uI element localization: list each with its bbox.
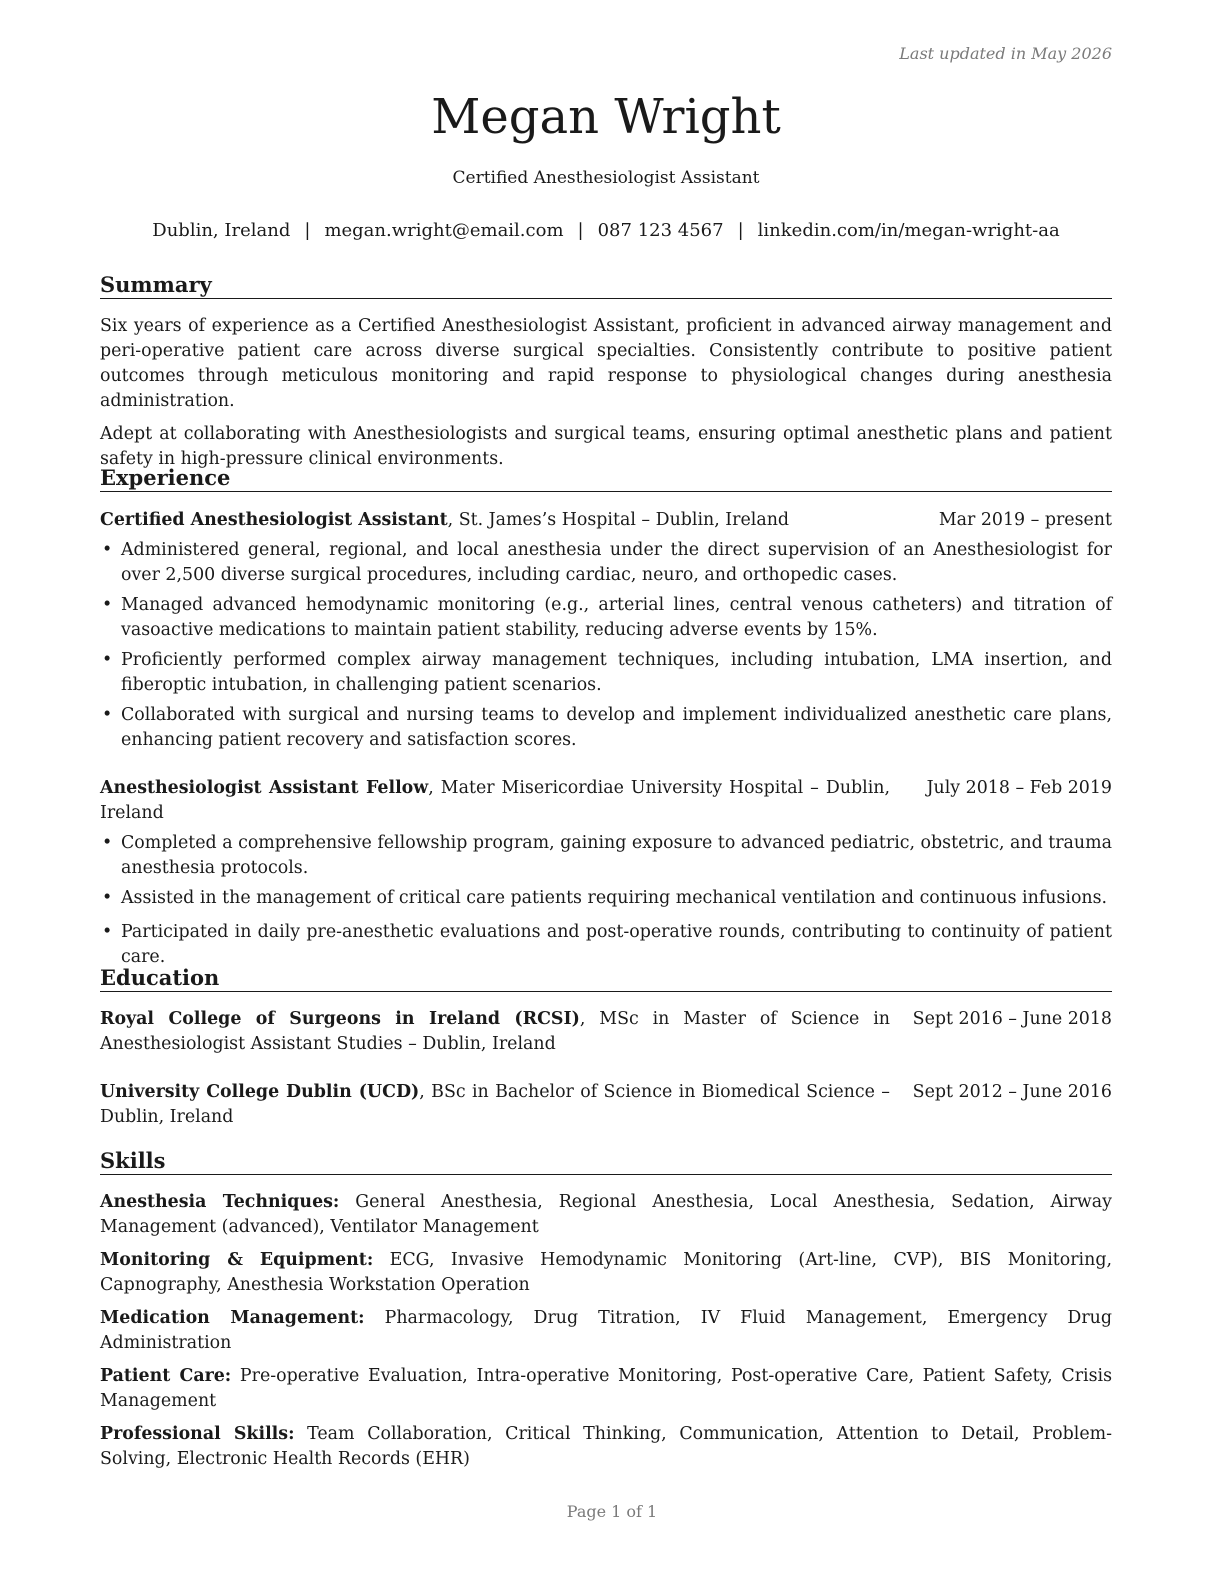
bullet-text: Collaborated with surgical and nursing teams to develop and implement individualized anesthetic care plans, enhancing patient recovery and satisfaction scores. (121, 705, 1112, 750)
job-bullet (100, 920, 1112, 970)
education-school: University College Dublin (UCD) (100, 1082, 420, 1102)
summary-title: Summary (100, 272, 1112, 299)
skill-value: Pre-operative Evaluation, Intra-operative Monitoring, Post-operative Care, Patient Safety, Crisis Management (100, 1366, 1112, 1411)
job-bullets (100, 538, 1112, 753)
bullet-text: Proficiently performed complex airway management techniques, including intubation, LMA insertion, and fiberoptic intubation, in challenging patient scenarios. (121, 650, 1112, 695)
bullet-icon: • (102, 595, 113, 615)
education-detail: , MSc in Master of Science in Anesthesiologist Assistant Studies – Dublin, Ireland (100, 1009, 890, 1054)
education-entry (100, 1007, 1112, 1057)
summary-paragraph: Adept at collaborating with Anesthesiologists and surgical teams, ensuring optimal anesthetic plans and patient safety in high-pressure clinical environments. (100, 424, 1112, 469)
bullet-text: Participated in daily pre-anesthetic evaluations and post-operative rounds, contributing to continuity of patient care. (121, 922, 1112, 967)
job-bullet (100, 538, 1112, 588)
job-header (100, 776, 1112, 826)
summary-paragraph: Six years of experience as a Certified Anesthesiologist Assistant, proficient in advanced airway management and peri-operative patient care across diverse surgical specialties. Consistently contribute to positive patient outcomes through meticulous monitoring and rapid response to physiological changes during anesthesia administration. (100, 316, 1112, 411)
job-employer: , St. James’s Hospital – Dublin, Ireland (447, 510, 790, 530)
education-detail: , BSc in Bachelor of Science in Biomedical Science – Dublin, Ireland (100, 1082, 890, 1127)
bullet-text: Administered general, regional, and local anesthesia under the direct supervision of an Anesthesiologist for over 2,500 diverse surgical procedures, including cardiac, neuro, and orthopedic cases. (121, 540, 1112, 585)
contact-email[interactable]: megan.wright@email.com (324, 220, 564, 241)
skill-label: Patient Care: (100, 1366, 232, 1386)
skill-line (100, 1364, 1112, 1414)
bullet-text: Completed a comprehensive fellowship program, gaining exposure to advanced pediatric, obstetric, and trauma anesthesia protocols. (121, 833, 1112, 878)
job-bullet (100, 831, 1112, 881)
page-number: Page 1 of 1 (566, 1502, 658, 1521)
summary-section (100, 272, 1112, 472)
education-school: Royal College of Surgeons in Ireland (RCSI) (100, 1009, 580, 1029)
skill-label: Monitoring & Equipment: (100, 1250, 374, 1270)
bullet-text: Assisted in the management of critical care patients requiring mechanical ventilation and continuous infusions. (121, 888, 1108, 908)
education-dates: Sept 2016 – June 2018 (912, 1009, 1112, 1029)
job-role: Certified Anesthesiologist Assistant (100, 510, 448, 530)
contact-separator: | (304, 220, 311, 241)
candidate-name: Megan Wright (431, 89, 781, 145)
contact-line (100, 220, 1112, 241)
skill-label: Professional Skills: (100, 1424, 295, 1444)
skill-line (100, 1306, 1112, 1356)
bullet-icon: • (102, 705, 113, 725)
skill-label: Anesthesia Techniques: (100, 1192, 340, 1212)
education-entry (100, 1080, 1112, 1130)
skills-title: Skills (100, 1148, 1112, 1175)
job-bullet (100, 886, 1112, 911)
skill-value: Pharmacology, Drug Titration, IV Fluid Management, Emergency Drug Administration (100, 1308, 1113, 1353)
job-employer: , Mater Misericordiae University Hospital – Dublin, Ireland (100, 778, 891, 823)
experience-title: Experience (100, 465, 1112, 492)
skill-value: ECG, Invasive Hemodynamic Monitoring (Art-line, CVP), BIS Monitoring, Capnography, Anesthesia Workstation Operation (100, 1250, 1112, 1295)
bullet-icon: • (102, 650, 113, 670)
bullet-icon: • (102, 922, 113, 942)
skill-line (100, 1190, 1112, 1240)
job-role: Anesthesiologist Assistant Fellow (100, 778, 429, 798)
contact-location: Dublin, Ireland (152, 220, 291, 241)
job-bullet (100, 593, 1112, 643)
bullet-icon: • (102, 540, 113, 560)
job-bullets (100, 831, 1112, 970)
skill-line (100, 1248, 1112, 1298)
skill-line (100, 1422, 1112, 1472)
contact-phone[interactable]: 087 123 4567 (597, 220, 724, 241)
candidate-headline: Certified Anesthesiologist Assistant (452, 168, 760, 188)
job-dates: July 2018 – Feb 2019 (926, 778, 1112, 798)
contact-separator: | (577, 220, 584, 241)
bullet-text: Managed advanced hemodynamic monitoring (e.g., arterial lines, central venous catheters) and titration of vasoactive medications to maintain patient stability, reducing adverse events by 15%. (121, 595, 1112, 640)
bullet-icon: • (102, 888, 113, 908)
bullet-icon: • (102, 833, 113, 853)
job-dates: Mar 2019 – present (938, 510, 1112, 530)
contact-separator: | (737, 220, 744, 241)
last-updated-note: Last updated in May 2026 (899, 44, 1112, 63)
job-header (100, 508, 1112, 533)
education-section (100, 965, 1112, 1130)
skill-value: General Anesthesia, Regional Anesthesia, Local Anesthesia, Sedation, Airway Management (advanced), Ventilator Management (100, 1192, 1112, 1237)
education-dates: Sept 2012 – June 2016 (912, 1082, 1112, 1102)
job-bullet (100, 703, 1112, 753)
skills-section (100, 1148, 1112, 1472)
education-title: Education (100, 965, 1112, 992)
contact-linkedin[interactable]: linkedin.com/in/megan-wright-aa (757, 220, 1060, 241)
skill-label: Medication Management: (100, 1308, 365, 1328)
job-bullet (100, 648, 1112, 698)
experience-section (100, 465, 1112, 970)
skill-value: Team Collaboration, Critical Thinking, Communication, Attention to Detail, Problem-Solving, Electronic Health Records (EHR) (100, 1424, 1112, 1469)
